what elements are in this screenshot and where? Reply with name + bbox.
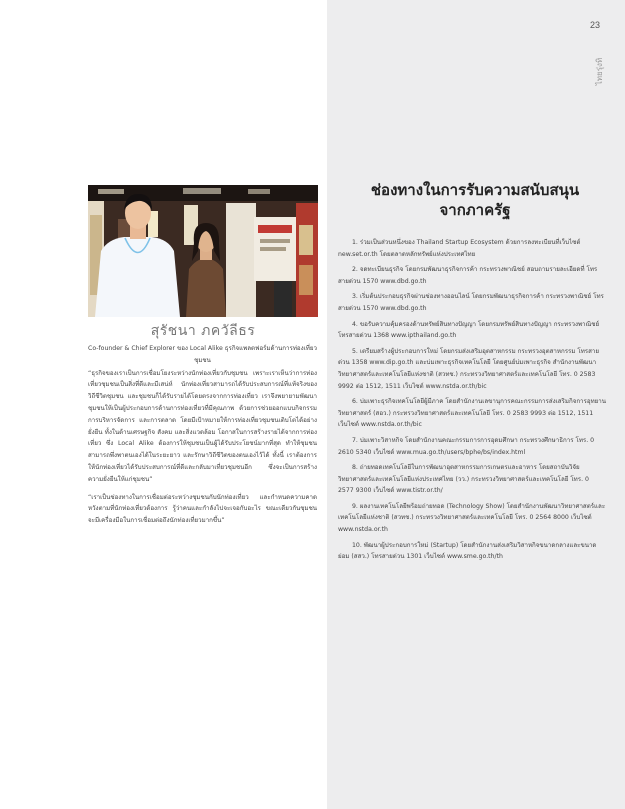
- support-item: 1. ร่วมเป็นส่วนหนึ่งของ Thailand Startup Ecosystem ด้วยการลงทะเบียนที่เว็บไซต์ new.set.or.th โดยตลาดหลักทรัพย์แห่งประเทศไทย: [338, 239, 581, 258]
- support-item: 5. เตรียมสร้างผู้ประกอบการใหม่ โดยกรมส่งเสริมอุตสาหกรรม กระทรวงอุตสาหกรรม โทรสายด่วน 1358 www.dip.go.th และบ่มเพาะธุรกิจเทคโนโลยี โดยศูนย์บ่มเพาะธุรกิจ สำนักงานพัฒนาวิทยาศาสตร์และเทคโนโลยีแห่งชาติ (สวทช.) กระทรวงวิทยาศาสตร์และเทคโนโลยี โทร. 0 2583 9992 ต่อ 1512, 1511 เว็บไซต์ www.nstda.or.th/bic: [338, 347, 600, 390]
- support-item: 4. ขอรับความคุ้มครองด้านทรัพย์สินทางปัญญา โดยกรมทรัพย์สินทางปัญญา กระทรวงพาณิชย์ โทรสายด่วน 1368 www.ipthailand.go.th: [338, 320, 600, 340]
- support-item: 6. บ่มเพาะธุรกิจเทคโนโลยีผู้มีภาค โดยสำนักงานเลขานุการคณะกรรมการส่งเสริมกิจการอุทยานวิทยาศาสตร์ (สอว.) กระทรวงวิทยาศาสตร์และเทคโนโลยี โทร. 0 2583 9993 ต่อ 1512, 1511 เว็บไซต์ www.nstda.or.th/bic: [338, 398, 606, 429]
- support-item: 10. พัฒนาผู้ประกอบการใหม่ (Startup) โดยสำนักงานส่งเสริมวิสาหกิจขนาดกลางและขนาดย่อม (สสว.) โทรสายด่วน 1301 เว็บไซต์ www.sme.go.th/th: [338, 541, 597, 561]
- support-item: 9. ผลงานเทคโนโลยีพร้อมถ่ายทอด (Technology Show) โดยสำนักงานพัฒนาวิทยาศาสตร์และเทคโนโลยีแห่งชาติ (สวทช.) กระทรวงวิทยาศาสตร์และเทคโนโลยี โทร. 0 2564 8000 เว็บไซต์ www.nstda.or.th: [338, 502, 606, 534]
- page-number: 23: [590, 20, 601, 30]
- interview-column: [88, 343, 317, 533]
- photo-founders: [88, 185, 318, 317]
- support-list: [338, 237, 606, 567]
- side-tab-label: ไทยรุ่งทิ: [595, 57, 605, 85]
- section-heading: [340, 180, 610, 220]
- section-heading-line: ช่องทางในการรับความสนับสนุน: [370, 181, 580, 199]
- support-item: 3. เริ่มต้นประกอบธุรกิจผ่านช่องทางออนไลน์ โดยกรมพัฒนาธุรกิจการค้า กระทรวงพาณิชย์ โทรสายด่วน 1570 www.dbd.go.th: [338, 293, 604, 312]
- support-item: 7. บ่มเพาะวิสาหกิจ โดยสำนักงานคณะกรรมการการอุดมศึกษา กระทรวงศึกษาธิการ โทร. 0 2610 5340 เว็บไซต์ www.mua.go.th/users/bphe/bs/index.html: [338, 436, 595, 456]
- quote-paragraph: “ธุรกิจของเราเป็นการเชื่อมโยงระหว่างนักท่องเที่ยวกับชุมชน เพราะเราเห็นว่าการท่องเที่ยวชุมชนเป็นสิ่งที่ดีและมีเสน่ห์ นักท่องเที่ยวสามารถได้รับประสบการณ์ที่แท้จริงของวิถีชีวิตชุมชน และชุมชนก็ได้รับรายได้โดยตรงจากการท่องเที่ยว เราจึงพยายามพัฒนาชุมชนให้เป็นผู้ประกอบการด้านการท่องเที่ยวที่มีคุณภาพ ด้วยการช่วยออกแบบกิจกรรม การบริหารจัดการ และการตลาด โดยมีเป้าหมายให้การท่องเที่ยวชุมชนเติบโตได้อย่างยั่งยืน ทั้งในด้านเศรษฐกิจ สังคม และสิ่งแวดล้อม โอกาสในการสร้างรายได้จากการท่องเที่ยว ซึ่ง Local Alike ต้องการให้ชุมชนเป็นผู้ได้รับประโยชน์มากที่สุด ทำให้ชุมชนสามารถพึ่งพาตนเองได้ในระยะยาว และรักษาวิถีชีวิตของตนเองไว้ได้ ทั้งนี้ เราต้องการให้นักท่องเที่ยวได้รับประสบการณ์ที่ดีและกลับมาเที่ยวชุมชนอีก ซึ่งจะเป็นการสร้างความยั่งยืนให้แก่ชุมชน”: [88, 369, 317, 483]
- section-heading-line: จากภาครัฐ: [439, 201, 511, 219]
- person-name: สุรัชนา ภควัลีธร: [150, 323, 256, 339]
- support-item: 8. ถ่ายทอดเทคโนโลยีในการพัฒนาอุตสาหกรรมการเกษตรและอาหาร โดยสถาบันวิจัยวิทยาศาสตร์และเทคโนโลยีแห่งประเทศไทย (วว.) กระทรวงวิทยาศาสตร์และเทคโนโลยี โทร. 0 2577 9300 เว็บไซต์ www.tistr.or.th/: [338, 464, 589, 495]
- quote-paragraph: “เราเป็นช่องทางในการเชื่อมต่อระหว่างชุมชนกับนักท่องเที่ยว และกำหนดความคาดหวังตามที่นักท่องเที่ยวต้องการ รู้ว่าคนและกำลังไปจะเจอกับอะไร ขณะเดียวกันชุมชนจะมีเครื่องมือในการเชื่อมต่อถึงนักท่องเที่ยวมากขึ้น”: [88, 493, 317, 525]
- support-item: 2. จดทะเบียนธุรกิจ โดยกรมพัฒนาธุรกิจการค้า กระทรวงพาณิชย์ สอบถามรายละเอียดที่ โทรสายด่วน 1570 www.dbd.go.th: [338, 266, 598, 285]
- side-tab: [580, 53, 620, 89]
- person-role: Co-founder & Chief Explorer ของ Local Alike ธุรกิจแพลตฟอร์มด้านการท่องเที่ยวชุมชน: [88, 345, 317, 364]
